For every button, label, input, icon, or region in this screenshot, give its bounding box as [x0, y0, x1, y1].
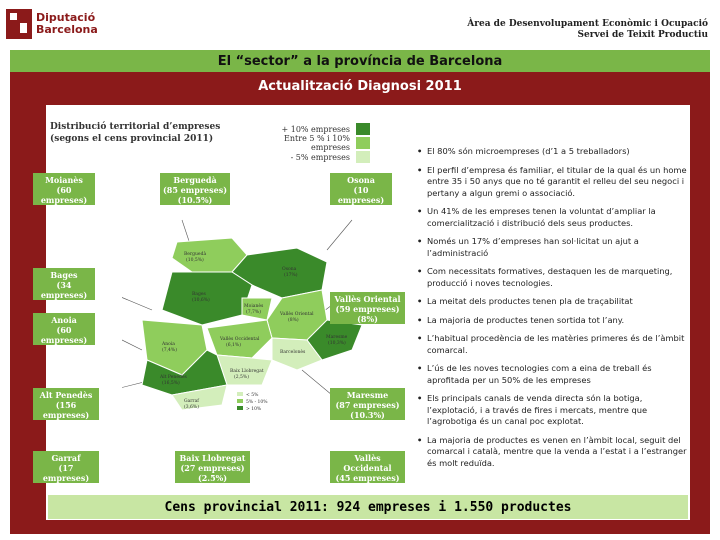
- map-label-garraf: Garraf: [184, 399, 199, 404]
- map-pct-maresme: (10,3%): [328, 341, 346, 346]
- callout-anoia: Anoia (60 empreses) (7.4%): [33, 313, 95, 345]
- finding-item: • L’habitual procedència de les matèries primeres és de l’àmbit comarcal.: [417, 333, 693, 356]
- map-label-maresme: Maresme: [326, 335, 348, 340]
- finding-item: • El 80% són microempreses (d’1 a 5 treballadors): [417, 146, 693, 158]
- callout-bergueda: Berguedà (85 empreses) (10.5%): [160, 173, 230, 205]
- legend-label-mid: Entre 5 % i 10% empreses: [284, 134, 350, 152]
- mini-legend-low: < 5%: [246, 393, 259, 398]
- mini-legend-swatch-high: [237, 406, 243, 410]
- mini-legend-high: > 10%: [246, 407, 262, 412]
- map-pct-valles-oriental: (8%): [288, 318, 299, 323]
- dept-line-2: Servei de Teixit Productiu: [577, 30, 708, 40]
- finding-item: • La majoria de productes tenen sortida tot l’any.: [417, 315, 693, 327]
- department-header: [467, 19, 708, 41]
- connector-anoia: [122, 325, 142, 350]
- dept-line-1: Àrea de Desenvolupament Econòmic i Ocupació: [467, 19, 708, 29]
- map-legend: [250, 122, 370, 164]
- map-pct-baix-llobregat: (2,5%): [234, 375, 249, 380]
- finding-item: • Com necessitats formatives, destaquen les de marqueting, producció i noves tecnologies.: [417, 266, 693, 289]
- callout-osona: Osona (10 empreses) (17%): [330, 173, 392, 205]
- map-label-moianes: Moianès: [244, 304, 264, 309]
- logo-line-1: Diputació: [36, 11, 96, 24]
- map-title: [50, 121, 220, 145]
- finding-item: • La meitat dels productes tenen pla de traçabilitat: [417, 296, 693, 308]
- map-pct-valles-occidental: (6,1%): [226, 343, 241, 348]
- finding-item: • Un 41% de les empreses tenen la voluntat d’ampliar la comercialització i distribució dels seus productes.: [417, 206, 693, 229]
- finding-item: • La majoria de productes es venen en l’àmbit local, seguit del comarcal i català, mentre que la venda a l’estat i a l’estranger és molt reduïda.: [417, 435, 693, 470]
- map-pct-moianes: (7,7%): [246, 310, 261, 315]
- mini-legend-swatch-mid: [237, 399, 243, 403]
- callout-maresme: Maresme (87 empreses) (10.3%): [330, 388, 405, 420]
- finding-item: • Només un 17% d’empreses han sol·licitat un ajut a l’administració: [417, 236, 693, 259]
- map-pct-anoia: (7,4%): [162, 348, 177, 353]
- legend-row-mid: [250, 136, 370, 150]
- legend-swatch-low: [356, 151, 370, 163]
- callout-valles-oriental: Vallès Oriental (59 empreses) (8%): [330, 292, 405, 324]
- diputacio-logo: [6, 4, 98, 44]
- connector-bages: [122, 285, 152, 310]
- logo-mark-icon: [6, 9, 32, 39]
- map-label-bages: Bages: [192, 292, 206, 297]
- map-label-osona: Osona: [282, 267, 297, 272]
- map-label-valles-occidental: Vallès Occidental: [220, 337, 260, 342]
- map-label-valles-oriental: Vallès Oriental: [280, 312, 314, 317]
- callout-baix-llobregat: Baix Llobregat (27 empreses) (2.5%): [175, 451, 250, 483]
- finding-item: • Els principals canals de venda directa són la botiga, l’explotació, i a través de fires i mercats, mentre que l’agrobotiga és un canal poc explotat.: [417, 393, 693, 428]
- map-label-baix-llobregat: Baix Llobregat: [230, 369, 264, 374]
- map-title-line-1: Distribució territorial d’empreses: [50, 122, 221, 132]
- callout-moianes: Moianès (60 empreses) (7.7%): [33, 173, 95, 205]
- map-label-anoia: Anoia: [162, 342, 175, 347]
- callout-garraf: Garraf (17 empreses) (3.6%): [33, 451, 99, 483]
- connector-osona: [327, 220, 352, 250]
- map-pct-garraf: (3,6%): [184, 405, 199, 410]
- findings-list: [417, 146, 693, 476]
- region-moianes: [242, 298, 272, 320]
- map-pct-osona: (17%): [284, 273, 298, 278]
- census-summary: Cens provincial 2011: 924 empreses i 1.550 productes: [48, 495, 688, 519]
- finding-item: • L’ús de les noves tecnologies com a eina de treball és aprofitada per un 50% de les empreses: [417, 363, 693, 386]
- callout-valles-occidental: Vallès Occidental (45 empreses) (6.1%): [330, 451, 405, 483]
- map-label-barcelones: Barcelonès: [280, 350, 306, 355]
- callout-alt-penedes: Alt Penedès (156 empreses) (16.5%): [33, 388, 99, 420]
- map-label-bergueda: Berguedà: [184, 252, 207, 257]
- legend-swatch-mid: [356, 137, 370, 149]
- map-pct-bergueda: (10,5%): [186, 258, 204, 263]
- page-title: El “sector” a la província de Barcelona: [10, 50, 710, 72]
- legend-label-low: - 5% empreses: [290, 152, 350, 162]
- connector-maresme: [302, 370, 332, 395]
- map-title-line-2: (segons el cens provincial 2011): [50, 134, 214, 144]
- legend-row-low: [250, 150, 370, 164]
- map-label-alt-penedes: Alt Penedès: [160, 375, 187, 380]
- map-pct-alt-penedes: (16,5%): [162, 381, 180, 386]
- finding-item: • El perfil d’empresa és familiar, el titular de la qual és un home entre 35 i 50 anys que no té garantit el relleu del seu negoci i pertany a algun gremi o associació.: [417, 165, 693, 200]
- legend-swatch-high: [356, 123, 370, 135]
- legend-label-high: + 10% empreses: [281, 124, 350, 134]
- map-pct-bages: (10,6%): [192, 298, 210, 303]
- logo-line-2: Barcelona: [36, 23, 98, 36]
- callout-bages: Bages (34 empreses) (10.6%): [33, 268, 95, 300]
- page-subtitle: Actualització Diagnosi 2011: [258, 78, 462, 94]
- mini-legend-mid: 5% - 10%: [246, 400, 268, 405]
- mini-legend-swatch-low: [237, 392, 243, 396]
